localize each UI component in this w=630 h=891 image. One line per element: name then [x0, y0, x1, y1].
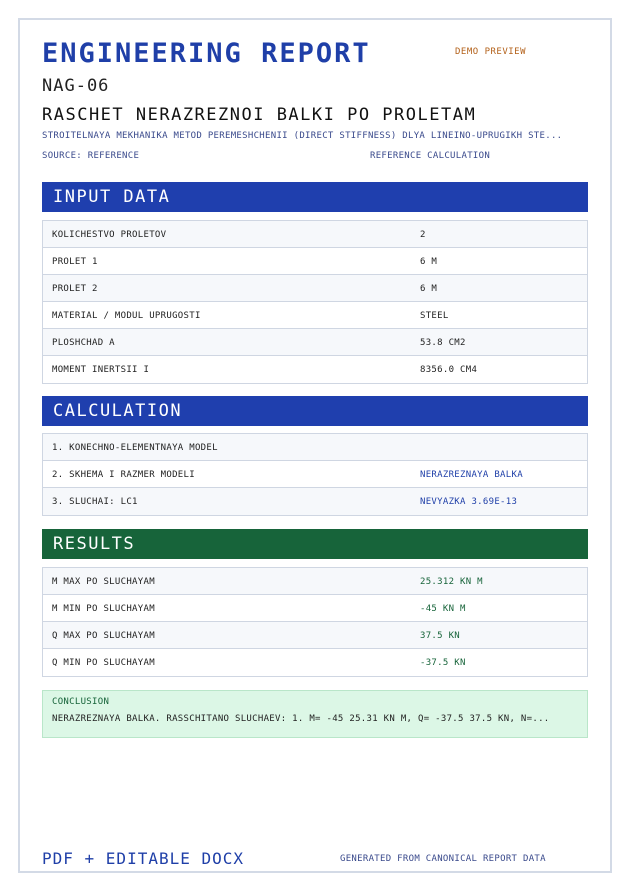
table-row — [43, 461, 587, 488]
row-value: -45 KN M — [420, 604, 466, 614]
row-label: PROLET 1 — [52, 257, 98, 267]
input-data-header: INPUT DATA — [42, 182, 588, 212]
table-row — [43, 595, 587, 622]
table-row — [43, 649, 587, 676]
table-row — [43, 622, 587, 649]
row-value: 25.312 KN M — [420, 577, 483, 587]
row-label: M MAX PO SLUCHAYAM — [52, 577, 155, 587]
table-row — [43, 434, 587, 461]
conclusion-label: CONCLUSION — [52, 697, 110, 707]
row-value: NEVYAZKA 3.69E-13 — [420, 497, 518, 507]
results-header: RESULTS — [42, 529, 588, 559]
report-subtitle: STROITELNAYA MEKHANIKA METOD PEREMESHCHENII (DIRECT STIFFNESS) DLYA LINEINO-UPRUGIKH STE... — [42, 131, 563, 141]
row-label: MATERIAL / MODUL UPRUGOSTI — [52, 311, 201, 321]
row-value: NERAZREZNAYA BALKA — [420, 470, 523, 480]
footer-format-label: PDF + EDITABLE DOCX — [42, 849, 245, 868]
row-label: M MIN PO SLUCHAYAM — [52, 604, 155, 614]
row-label: MOMENT INERTSII I — [52, 365, 150, 375]
row-label: PROLET 2 — [52, 284, 98, 294]
row-value: 53.8 CM2 — [420, 338, 466, 348]
input-data-table — [42, 220, 588, 384]
report-code: NAG-06 — [42, 76, 110, 96]
report-title: ENGINEERING REPORT — [42, 38, 371, 69]
table-row — [43, 248, 587, 275]
row-label: 2. SKHEMA I RAZMER MODELI — [52, 470, 195, 480]
row-label: PLOSHCHAD A — [52, 338, 115, 348]
report-reference: REFERENCE CALCULATION — [370, 151, 491, 161]
calculation-table — [42, 433, 588, 516]
results-table — [42, 567, 588, 677]
row-value: 8356.0 CM4 — [420, 365, 478, 375]
row-label: Q MIN PO SLUCHAYAM — [52, 658, 155, 668]
row-value: -37.5 KN — [420, 658, 466, 668]
demo-preview-badge: DEMO PREVIEW — [455, 47, 527, 57]
table-row — [43, 302, 587, 329]
row-label: KOLICHESTVO PROLETOV — [52, 230, 167, 240]
report-source: SOURCE: REFERENCE — [42, 151, 140, 161]
table-row — [43, 488, 587, 515]
row-label: Q MAX PO SLUCHAYAM — [52, 631, 155, 641]
row-value: 6 M — [420, 284, 438, 294]
row-value: 6 M — [420, 257, 438, 267]
conclusion-text: NERAZREZNAYA BALKA. RASSCHITANO SLUCHAEV: 1. M= -45 25.31 KN M, Q= -37.5 37.5 KN, N=... — [52, 714, 550, 724]
table-row — [43, 275, 587, 302]
report-page — [18, 18, 612, 873]
table-row — [43, 329, 587, 356]
row-value: 37.5 KN — [420, 631, 461, 641]
row-value: 2 — [420, 230, 426, 240]
table-row — [43, 568, 587, 595]
report-name: RASCHET NERAZREZNOI BALKI PO PROLETAM — [42, 105, 477, 125]
row-value: STEEL — [420, 311, 449, 321]
table-row — [43, 356, 587, 383]
row-label: 1. KONECHNO-ELEMENTNAYA MODEL — [52, 443, 218, 453]
footer-generated-note: GENERATED FROM CANONICAL REPORT DATA — [340, 854, 546, 864]
table-row — [43, 221, 587, 248]
calculation-header: CALCULATION — [42, 396, 588, 426]
row-label: 3. SLUCHAI: LC1 — [52, 497, 138, 507]
conclusion-box — [42, 690, 588, 738]
